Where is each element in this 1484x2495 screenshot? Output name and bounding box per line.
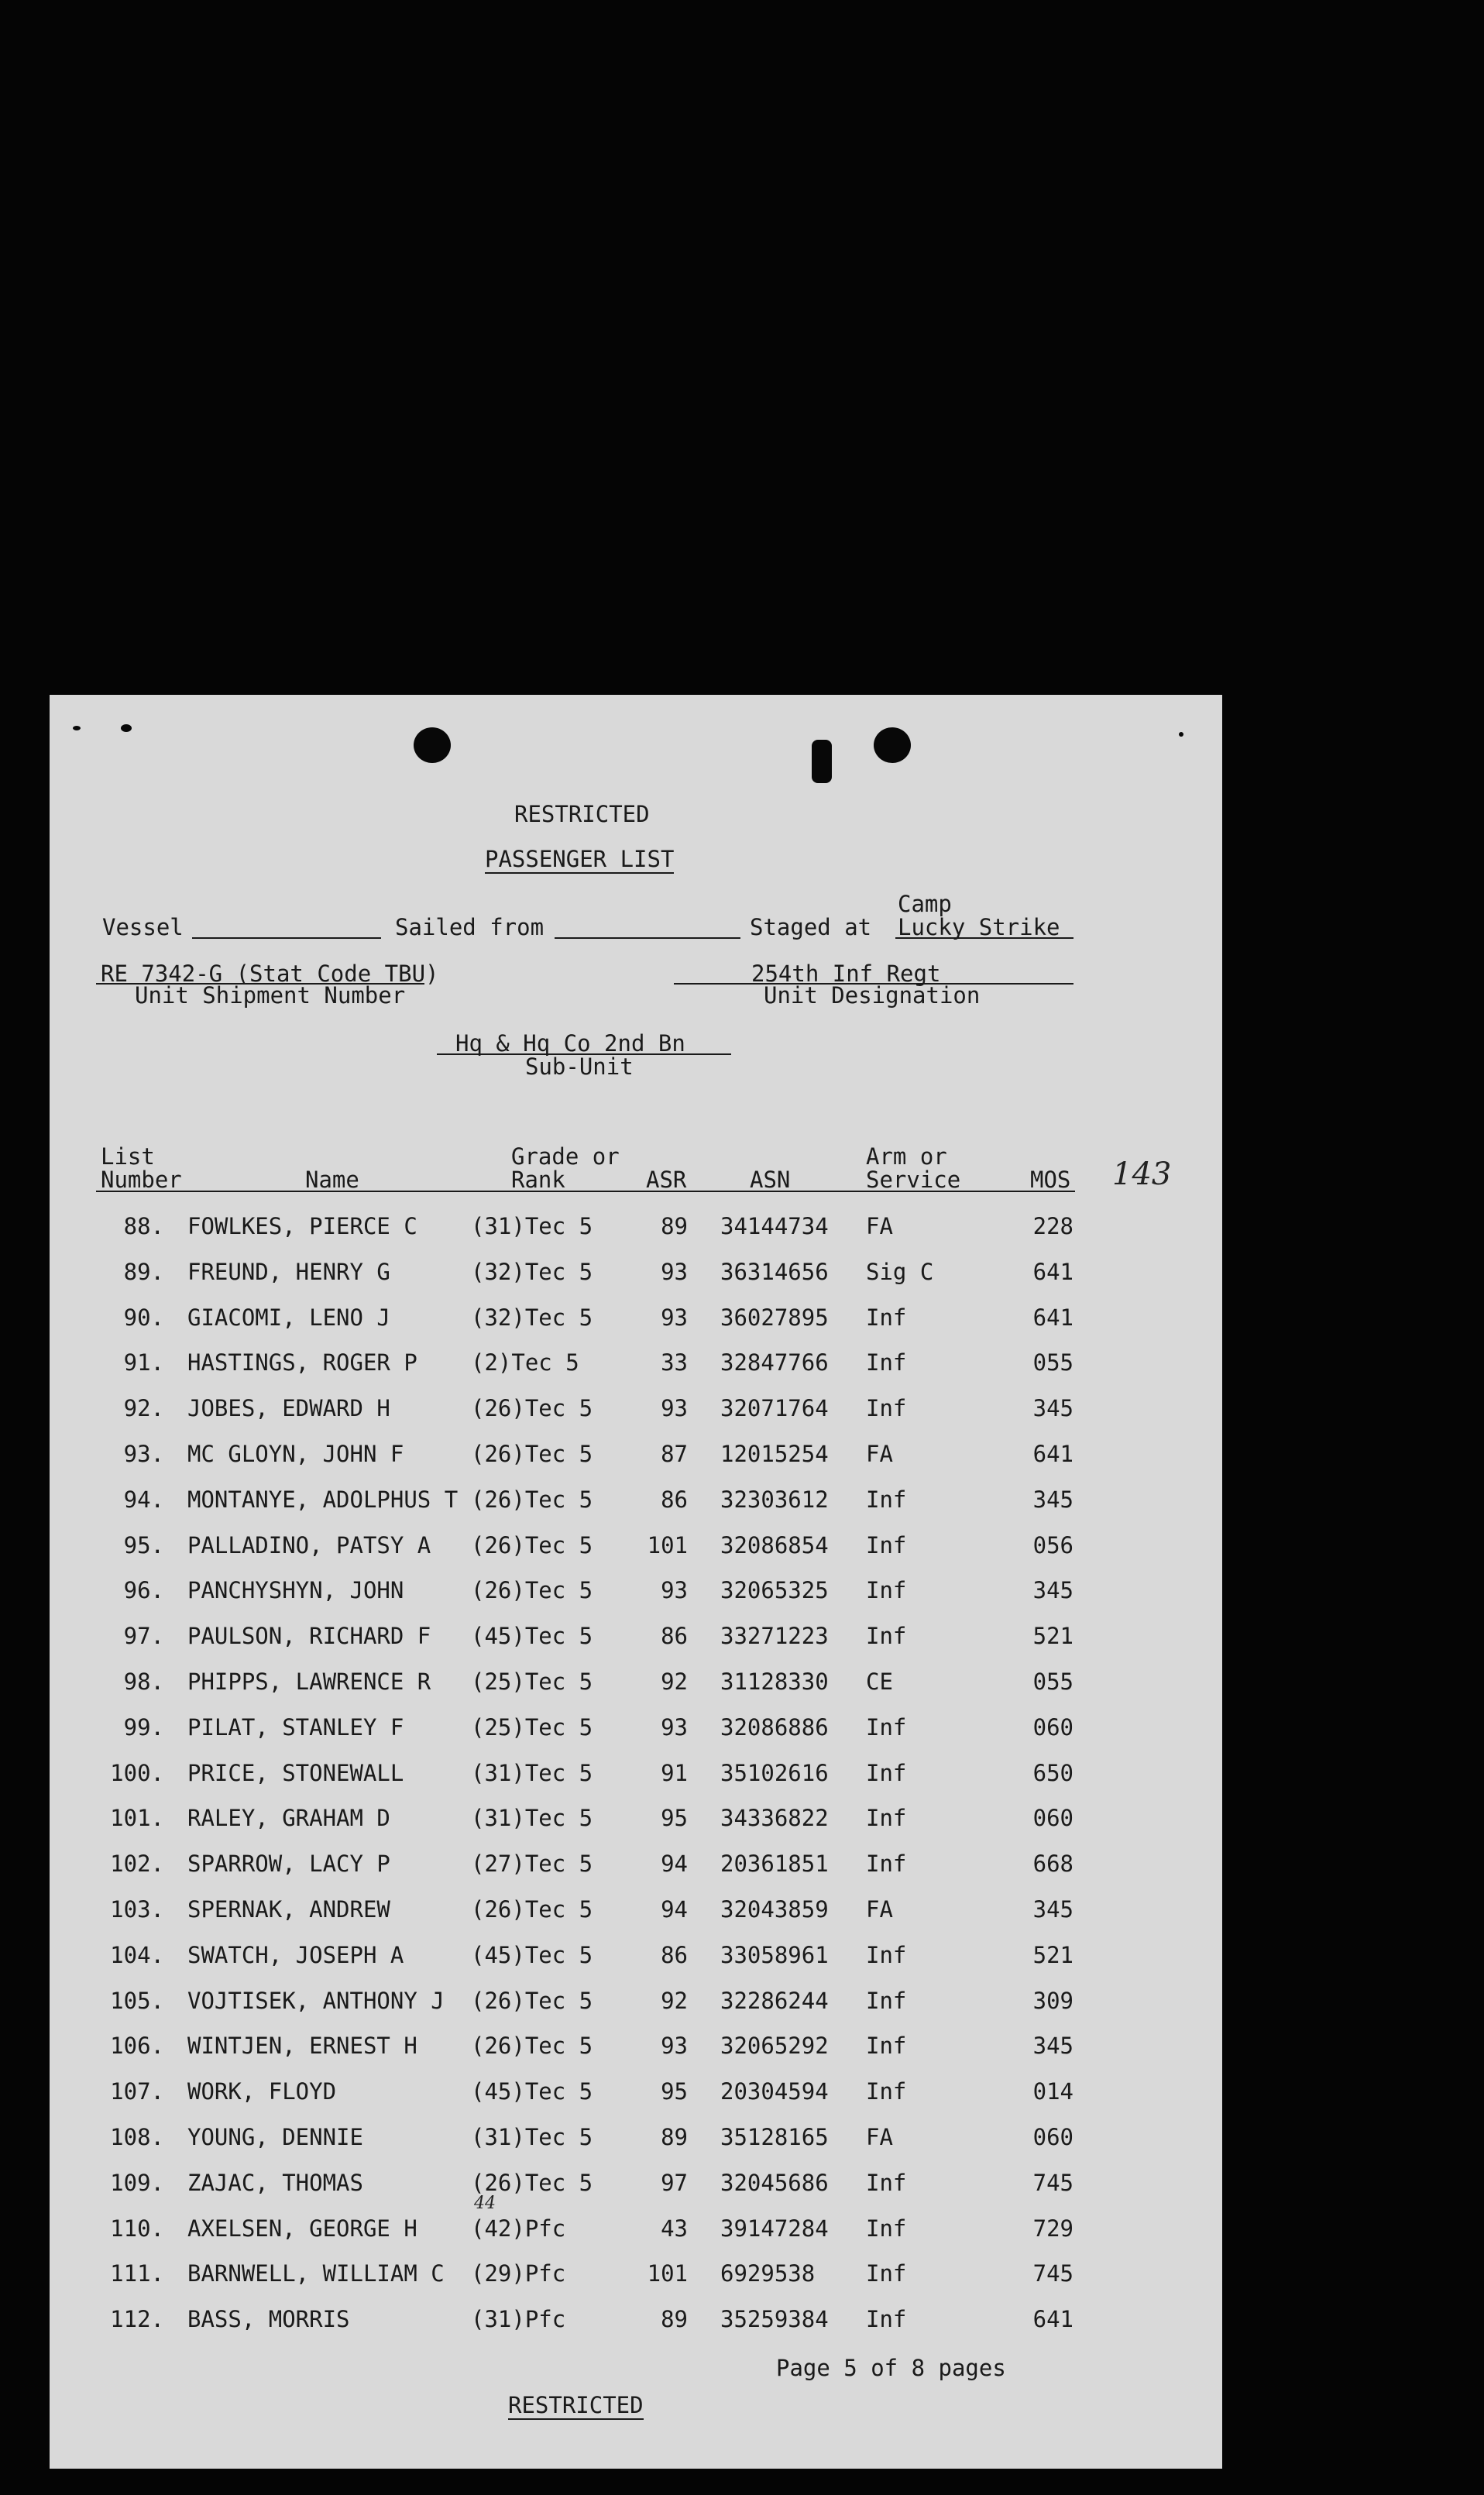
- cell-arm: Inf: [866, 1988, 907, 2014]
- cell-num: 88.: [123, 1213, 164, 1239]
- cell-asr: 93: [661, 1395, 688, 1421]
- cell-arm: Inf: [866, 2078, 907, 2105]
- cell-arm: FA: [866, 1441, 893, 1467]
- speck: [73, 726, 81, 730]
- cell-mos: 641: [1032, 1259, 1073, 1285]
- cell-asr: 93: [661, 1577, 688, 1603]
- cell-grade: (31)Tec 5: [471, 2124, 593, 2150]
- cell-arm: Inf: [866, 1851, 907, 1877]
- cell-num: 90.: [123, 1304, 164, 1331]
- cell-name: BASS, MORRIS: [187, 2306, 350, 2332]
- cell-mos: 521: [1032, 1623, 1073, 1649]
- cell-asr: 94: [661, 1896, 688, 1923]
- col-grade-1: Grade or: [511, 1143, 620, 1170]
- cell-mos: 641: [1032, 2306, 1073, 2332]
- cell-name: SPERNAK, ANDREW: [187, 1896, 390, 1923]
- cell-arm: Inf: [866, 1486, 907, 1513]
- unit-designation: 254th Inf Regt: [751, 961, 941, 987]
- cell-asn: 31128330: [720, 1668, 829, 1695]
- cell-asn: 35102616: [720, 1760, 829, 1786]
- cell-num: 95.: [123, 1532, 164, 1559]
- cell-name: SWATCH, JOSEPH A: [187, 1942, 404, 1968]
- cell-asr: 94: [661, 1851, 688, 1877]
- cell-arm: FA: [866, 1213, 893, 1239]
- col-mos: MOS: [1030, 1167, 1071, 1193]
- punch-hole: [414, 727, 451, 763]
- cell-num: 106.: [110, 2033, 164, 2059]
- cell-mos: 345: [1032, 1896, 1073, 1923]
- document-page: [50, 695, 1222, 2469]
- cell-arm: Inf: [866, 1760, 907, 1786]
- cell-arm: Inf: [866, 1714, 907, 1741]
- cell-num: 99.: [123, 1714, 164, 1741]
- cell-name: WINTJEN, ERNEST H: [187, 2033, 417, 2059]
- cell-arm: Inf: [866, 1805, 907, 1831]
- cell-asr: 93: [661, 1714, 688, 1741]
- cell-mos: 060: [1032, 1805, 1073, 1831]
- cell-asn: 33058961: [720, 1942, 829, 1968]
- cell-grade: (26)Tec 5: [471, 2170, 593, 2196]
- cell-arm: Inf: [866, 1577, 907, 1603]
- cell-asn: 35259384: [720, 2306, 829, 2332]
- col-list-number-2: Number: [101, 1167, 182, 1193]
- cell-grade: (45)Tec 5: [471, 1623, 593, 1649]
- cell-asn: 32071764: [720, 1395, 829, 1421]
- cell-mos: 228: [1032, 1213, 1073, 1239]
- cell-asr: 101: [647, 2260, 688, 2287]
- cell-name: BARNWELL, WILLIAM C: [187, 2260, 445, 2287]
- cell-grade: (31)Pfc: [471, 2306, 566, 2332]
- cell-grade: (26)Tec 5: [471, 1395, 593, 1421]
- cell-name: PHIPPS, LAWRENCE R: [187, 1668, 431, 1695]
- cell-arm: CE: [866, 1668, 893, 1695]
- header-rule: [96, 1191, 1075, 1192]
- cell-name: WORK, FLOYD: [187, 2078, 337, 2105]
- cell-arm: Inf: [866, 2170, 907, 2196]
- cell-mos: 345: [1032, 1577, 1073, 1603]
- cell-name: SPARROW, LACY P: [187, 1851, 390, 1877]
- cell-asn: 20361851: [720, 1851, 829, 1877]
- col-arm-1: Arm or: [866, 1143, 947, 1170]
- cell-arm: Inf: [866, 2033, 907, 2059]
- staged-value-line2: Lucky Strike: [898, 914, 1060, 940]
- cell-grade: (29)Pfc: [471, 2260, 566, 2287]
- cell-name: JOBES, EDWARD H: [187, 1395, 390, 1421]
- col-asn: ASN: [750, 1167, 791, 1193]
- cell-name: ZAJAC, THOMAS: [187, 2170, 363, 2196]
- cell-arm: FA: [866, 1896, 893, 1923]
- cell-asr: 97: [661, 2170, 688, 2196]
- cell-name: HASTINGS, ROGER P: [187, 1349, 417, 1376]
- cell-mos: 055: [1032, 1349, 1073, 1376]
- cell-arm: Inf: [866, 2306, 907, 2332]
- cell-mos: 060: [1032, 2124, 1073, 2150]
- cell-asr: 93: [661, 1304, 688, 1331]
- unit-shipment-label: Unit Shipment Number: [135, 982, 406, 1009]
- cell-asn: 20304594: [720, 2078, 829, 2105]
- classification-bottom: RESTRICTED: [508, 2392, 644, 2418]
- cell-name: PRICE, STONEWALL: [187, 1760, 404, 1786]
- col-arm-2: Service: [866, 1167, 961, 1193]
- cell-mos: 055: [1032, 1668, 1073, 1695]
- cell-num: 91.: [123, 1349, 164, 1376]
- sub-unit: Hq & Hq Co 2nd Bn: [455, 1030, 685, 1057]
- cell-grade: (26)Tec 5: [471, 1988, 593, 2014]
- cell-arm: Inf: [866, 2260, 907, 2287]
- cell-name: PILAT, STANLEY F: [187, 1714, 404, 1741]
- cell-num: 104.: [110, 1942, 164, 1968]
- cell-mos: 521: [1032, 1942, 1073, 1968]
- unit-shipment-number: RE 7342-G (Stat Code TBU): [101, 961, 439, 987]
- staged-value-line1: Camp: [898, 891, 952, 917]
- cell-mos: 345: [1032, 1486, 1073, 1513]
- cell-mos: 345: [1032, 2033, 1073, 2059]
- cell-asr: 89: [661, 2306, 688, 2332]
- cell-mos: 056: [1032, 1532, 1073, 1559]
- cell-grade: (26)Tec 5: [471, 1896, 593, 1923]
- cell-mos: 309: [1032, 1988, 1073, 2014]
- cell-name: PANCHYSHYN, JOHN: [187, 1577, 404, 1603]
- cell-num: 112.: [110, 2306, 164, 2332]
- cell-asn: 34336822: [720, 1805, 829, 1831]
- cell-asr: 86: [661, 1942, 688, 1968]
- cell-arm: Inf: [866, 1349, 907, 1376]
- cell-asn: 39147284: [720, 2215, 829, 2242]
- cell-name: RALEY, GRAHAM D: [187, 1805, 390, 1831]
- cell-asn: 32065325: [720, 1577, 829, 1603]
- cell-mos: 345: [1032, 1395, 1073, 1421]
- cell-mos: 014: [1032, 2078, 1073, 2105]
- cell-arm: Inf: [866, 1532, 907, 1559]
- cell-asn: 12015254: [720, 1441, 829, 1467]
- cell-mos: 641: [1032, 1304, 1073, 1331]
- cell-grade: (32)Tec 5: [471, 1304, 593, 1331]
- cell-grade: (26)Tec 5: [471, 2033, 593, 2059]
- cell-grade: (26)Tec 5: [471, 1486, 593, 1513]
- cell-arm: Inf: [866, 1304, 907, 1331]
- cell-mos: 668: [1032, 1851, 1073, 1877]
- cell-num: 92.: [123, 1395, 164, 1421]
- cell-num: 110.: [110, 2215, 164, 2242]
- col-grade-2: Rank: [511, 1167, 565, 1193]
- cell-name: GIACOMI, LENO J: [187, 1304, 390, 1331]
- cell-grade: (25)Tec 5: [471, 1714, 593, 1741]
- staged-field-line: [895, 937, 1073, 939]
- cell-name: AXELSEN, GEORGE H: [187, 2215, 417, 2242]
- cell-mos: 745: [1032, 2260, 1073, 2287]
- cell-arm: Inf: [866, 1942, 907, 1968]
- cell-asr: 33: [661, 1349, 688, 1376]
- cell-num: 97.: [123, 1623, 164, 1649]
- cell-asr: 101: [647, 1532, 688, 1559]
- cell-num: 101.: [110, 1805, 164, 1831]
- cell-asn: 35128165: [720, 2124, 829, 2150]
- cell-num: 96.: [123, 1577, 164, 1603]
- sailed-field-line: [555, 937, 740, 939]
- cell-grade: (42)Pfc: [471, 2215, 566, 2242]
- cell-name: FREUND, HENRY G: [187, 1259, 390, 1285]
- cell-grade: (27)Tec 5: [471, 1851, 593, 1877]
- cell-num: 100.: [110, 1760, 164, 1786]
- cell-num: 89.: [123, 1259, 164, 1285]
- col-asr: ASR: [646, 1167, 687, 1193]
- cell-grade: (26)Tec 5: [471, 1441, 593, 1467]
- cell-mos: 729: [1032, 2215, 1073, 2242]
- cell-asr: 92: [661, 1668, 688, 1695]
- cell-arm: Inf: [866, 1395, 907, 1421]
- vessel-label: Vessel: [102, 914, 184, 940]
- cell-name: MONTANYE, ADOLPHUS T: [187, 1486, 459, 1513]
- cell-asr: 92: [661, 1988, 688, 2014]
- cell-asr: 95: [661, 1805, 688, 1831]
- cell-arm: FA: [866, 2124, 893, 2150]
- cell-num: 107.: [110, 2078, 164, 2105]
- sub-unit-label: Sub-Unit: [525, 1053, 634, 1080]
- cell-grade: (31)Tec 5: [471, 1760, 593, 1786]
- cell-asr: 87: [661, 1441, 688, 1467]
- cell-asr: 86: [661, 1486, 688, 1513]
- vessel-field-line: [192, 937, 381, 939]
- cell-grade: (25)Tec 5: [471, 1668, 593, 1695]
- cell-num: 98.: [123, 1668, 164, 1695]
- cell-asn: 32065292: [720, 2033, 829, 2059]
- cell-name: FOWLKES, PIERCE C: [187, 1213, 417, 1239]
- cell-asn: 32086854: [720, 1532, 829, 1559]
- cell-mos: 641: [1032, 1441, 1073, 1467]
- cell-num: 111.: [110, 2260, 164, 2287]
- cell-name: YOUNG, DENNIE: [187, 2124, 363, 2150]
- cell-grade: (31)Tec 5: [471, 1213, 593, 1239]
- cell-asr: 95: [661, 2078, 688, 2105]
- cell-asn: 33271223: [720, 1623, 829, 1649]
- cell-asn: 34144734: [720, 1213, 829, 1239]
- cell-mos: 060: [1032, 1714, 1073, 1741]
- cell-asn: 32303612: [720, 1486, 829, 1513]
- cell-num: 105.: [110, 1988, 164, 2014]
- cell-asr: 86: [661, 1623, 688, 1649]
- cell-asn: 32847766: [720, 1349, 829, 1376]
- cell-arm: Inf: [866, 1623, 907, 1649]
- margin-page-note: 143: [1112, 1156, 1172, 1192]
- cell-num: 109.: [110, 2170, 164, 2196]
- cell-asr: 89: [661, 2124, 688, 2150]
- cell-asr: 43: [661, 2215, 688, 2242]
- col-name: Name: [305, 1167, 359, 1193]
- handwritten-correction: 44: [474, 2194, 496, 2213]
- page-info: Page 5 of 8 pages: [776, 2355, 1006, 2381]
- cell-asn: 36314656: [720, 1259, 829, 1285]
- unit-designation-label: Unit Designation: [764, 982, 981, 1009]
- cell-asr: 93: [661, 1259, 688, 1285]
- cell-num: 103.: [110, 1896, 164, 1923]
- sailed-label: Sailed from: [395, 914, 544, 940]
- cell-asn: 32043859: [720, 1896, 829, 1923]
- classification-top: RESTRICTED: [514, 801, 650, 827]
- cell-grade: (45)Tec 5: [471, 2078, 593, 2105]
- punch-hole: [874, 727, 911, 763]
- cell-arm: Sig C: [866, 1259, 934, 1285]
- cell-grade: (2)Tec 5: [471, 1349, 579, 1376]
- col-list-number-1: List: [101, 1143, 155, 1170]
- cell-asr: 91: [661, 1760, 688, 1786]
- cell-num: 102.: [110, 1851, 164, 1877]
- speck: [1179, 732, 1183, 737]
- cell-num: 108.: [110, 2124, 164, 2150]
- cell-asr: 93: [661, 2033, 688, 2059]
- cell-name: VOJTISEK, ANTHONY J: [187, 1988, 445, 2014]
- cell-mos: 650: [1032, 1760, 1073, 1786]
- cell-asn: 32086886: [720, 1714, 829, 1741]
- cell-name: MC GLOYN, JOHN F: [187, 1441, 404, 1467]
- cell-grade: (26)Tec 5: [471, 1577, 593, 1603]
- speck: [121, 724, 132, 732]
- cell-name: PAULSON, RICHARD F: [187, 1623, 431, 1649]
- binding-mark: [812, 740, 832, 783]
- cell-mos: 745: [1032, 2170, 1073, 2196]
- cell-asn: 36027895: [720, 1304, 829, 1331]
- staged-label: Staged at: [750, 914, 872, 940]
- cell-asn: 6929538: [720, 2260, 816, 2287]
- cell-grade: (45)Tec 5: [471, 1942, 593, 1968]
- cell-asn: 32045686: [720, 2170, 829, 2196]
- cell-asr: 89: [661, 1213, 688, 1239]
- cell-grade: (32)Tec 5: [471, 1259, 593, 1285]
- cell-num: 93.: [123, 1441, 164, 1467]
- cell-num: 94.: [123, 1486, 164, 1513]
- cell-grade: (26)Tec 5: [471, 1532, 593, 1559]
- cell-arm: Inf: [866, 2215, 907, 2242]
- cell-name: PALLADINO, PATSY A: [187, 1532, 431, 1559]
- document-title: PASSENGER LIST: [485, 846, 675, 872]
- cell-grade: (31)Tec 5: [471, 1805, 593, 1831]
- cell-asn: 32286244: [720, 1988, 829, 2014]
